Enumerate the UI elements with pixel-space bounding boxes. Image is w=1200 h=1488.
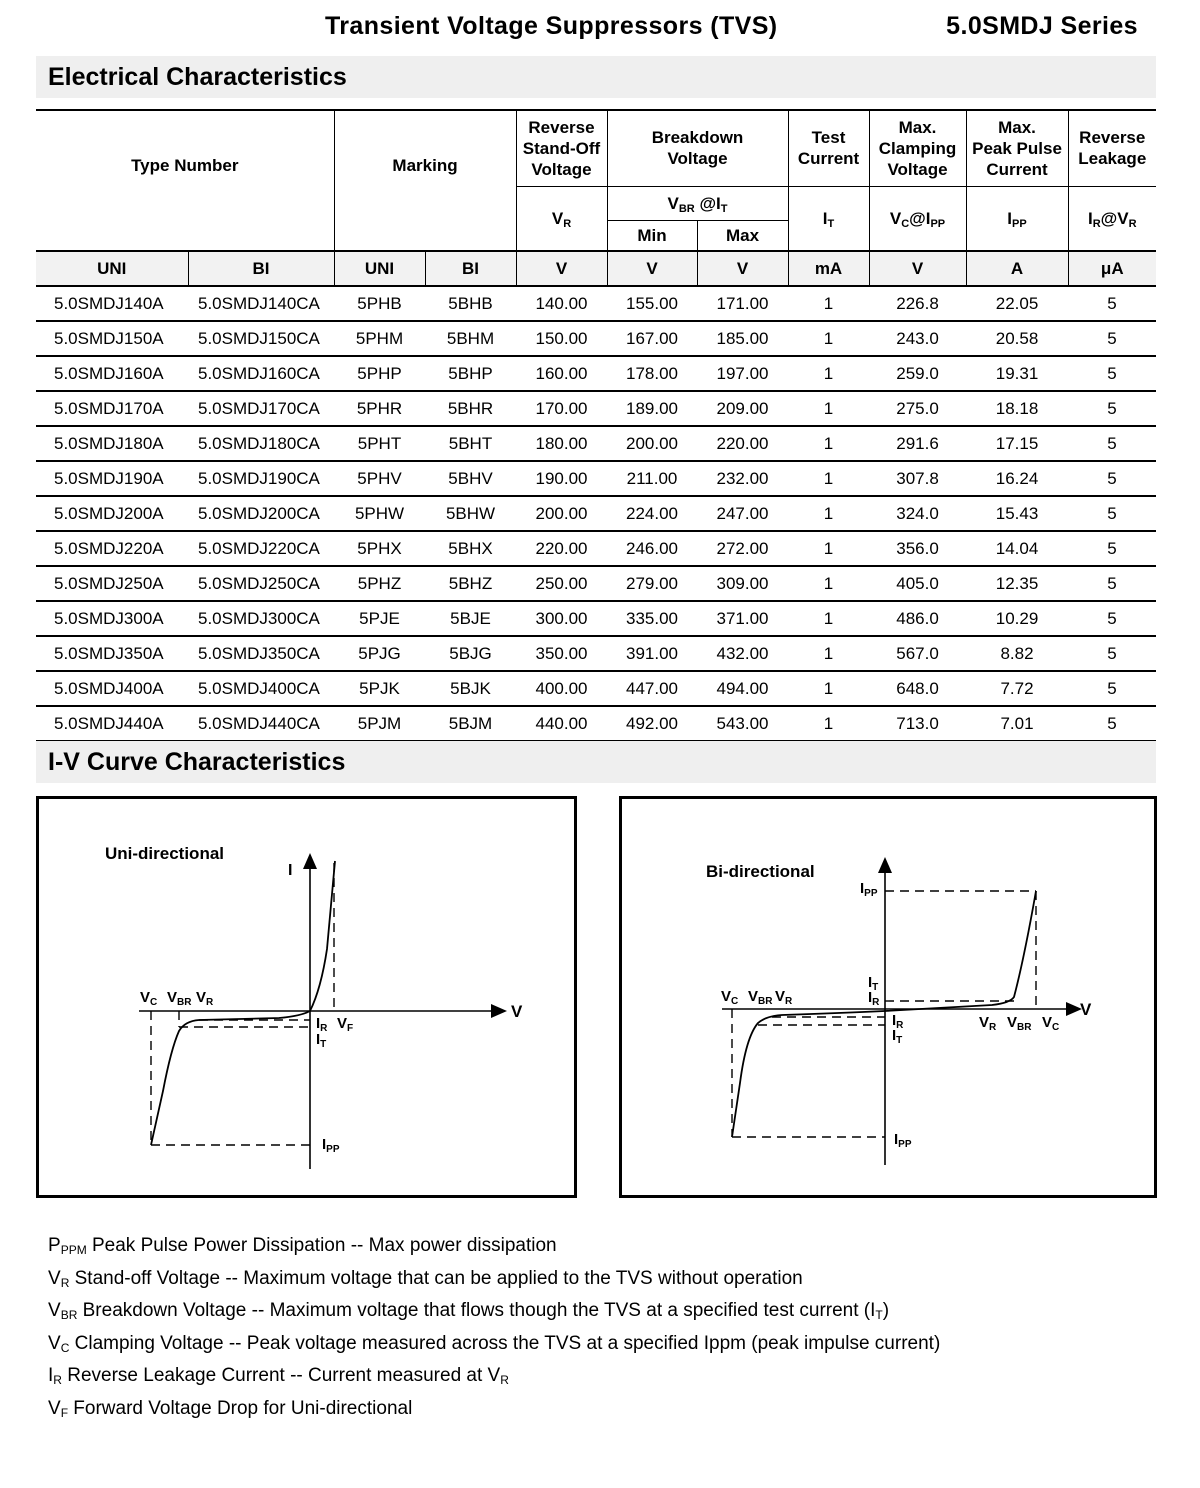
bi-axis-v-label: V	[1080, 1000, 1092, 1019]
table-row	[36, 566, 1156, 601]
table-cell: 160.00	[516, 356, 607, 391]
bi-label-vc-pos: $V_C$	[1042, 1014, 1060, 1033]
table-cell: 190.00	[516, 461, 607, 496]
table-cell: 5	[1068, 461, 1156, 496]
bi-label-vr-pos: $V_R$	[979, 1014, 997, 1033]
table-cell: 1	[788, 321, 869, 356]
table-cell: 5PHW	[334, 496, 425, 531]
legend-sub: BR	[60, 1308, 78, 1322]
bi-label-vbr: $V_{BR}$	[748, 988, 773, 1007]
section-iv-title: I-V Curve Characteristics	[48, 748, 346, 776]
unit-cell: BI	[188, 251, 334, 286]
unit-cell: mA	[788, 251, 869, 286]
legend-item	[48, 1295, 940, 1328]
legend-tail: I	[870, 1300, 876, 1321]
table-cell: 5	[1068, 496, 1156, 531]
unit-cell: A	[966, 251, 1068, 286]
header-ipp-symbol: $I_{PP}$	[966, 186, 1068, 251]
uni-i-arrow	[303, 853, 317, 869]
bi-label-ir-bottom: $I_R$	[892, 1012, 904, 1031]
table-cell: 648.0	[869, 671, 966, 706]
table-cell: 250.00	[516, 566, 607, 601]
section-iv	[36, 741, 1156, 783]
table-cell: 5BHR	[425, 391, 516, 426]
legend-sym: V	[48, 1397, 61, 1419]
bi-label-ir-top: $I_R$	[868, 989, 880, 1008]
table-cell: 335.00	[607, 601, 697, 636]
legend-text: Clamping Voltage -- Peak voltage measured across the TVS at a specified Ippm (peak impulse current)	[69, 1332, 941, 1354]
header-marking: Marking	[334, 110, 516, 220]
iv-bi-directional-diagram	[619, 796, 1157, 1198]
legend-item	[48, 1230, 940, 1263]
table-cell: 5PJE	[334, 601, 425, 636]
document-title: Transient Voltage Suppressors (TVS)	[325, 12, 778, 40]
header-max: Max	[697, 220, 788, 251]
table-cell: 226.8	[869, 286, 966, 321]
header-spacer-marking	[334, 220, 516, 251]
table-cell: 259.0	[869, 356, 966, 391]
iv-uni-directional-diagram	[36, 796, 577, 1198]
table-cell: 5	[1068, 286, 1156, 321]
table-cell: 350.00	[516, 636, 607, 671]
table-cell: 197.00	[697, 356, 788, 391]
header-ir-symbol: $I_R@V_R$	[1068, 186, 1156, 251]
table-cell: 300.00	[516, 601, 607, 636]
unit-cell: V	[607, 251, 697, 286]
table-cell: 1	[788, 566, 869, 601]
header-vr-symbol: $V_R$	[516, 186, 607, 251]
legend-tail: V	[487, 1365, 501, 1386]
legend-sub: R	[53, 1373, 62, 1387]
bi-label-vr: $V_R$	[775, 988, 793, 1007]
table-cell: 155.00	[607, 286, 697, 321]
page-header	[0, 8, 1200, 48]
legend-sub: R	[60, 1275, 70, 1290]
table-cell: 567.0	[869, 636, 966, 671]
table-cell: 247.00	[697, 496, 788, 531]
table-cell: 5BJG	[425, 636, 516, 671]
table-cell: 5BHT	[425, 426, 516, 461]
table-cell: 5BJE	[425, 601, 516, 636]
table-row	[36, 601, 1156, 636]
section-electrical	[36, 56, 1156, 98]
symbol-legend	[48, 1230, 940, 1425]
table-cell: 12.35	[966, 566, 1068, 601]
header-reverse-standoff: Reverse Stand-Off Voltage	[516, 110, 607, 186]
legend-item	[48, 1393, 940, 1426]
table-cell: 5PJG	[334, 636, 425, 671]
legend-item	[48, 1263, 940, 1296]
table-cell: 5PHP	[334, 356, 425, 391]
uni-label-vc: $V_C$	[140, 989, 158, 1008]
unit-cell: V	[697, 251, 788, 286]
table-cell: 5.0SMDJ160CA	[188, 356, 334, 391]
table-cell: 1	[788, 706, 869, 741]
table-cell: 5BHM	[425, 321, 516, 356]
table-cell: 5BHV	[425, 461, 516, 496]
table-cell: 5.0SMDJ400CA	[188, 671, 334, 706]
electrical-characteristics-table	[36, 109, 1156, 742]
table-cell: 5.0SMDJ350CA	[188, 636, 334, 671]
table-row	[36, 496, 1156, 531]
table-cell: 1	[788, 496, 869, 531]
table-cell: 5PJM	[334, 706, 425, 741]
table-cell: 1	[788, 601, 869, 636]
header-spacer-type	[36, 220, 334, 251]
table-cell: 5BHX	[425, 531, 516, 566]
bi-title: Bi-directional	[706, 862, 815, 881]
table-cell: 432.00	[697, 636, 788, 671]
table-cell: 22.05	[966, 286, 1068, 321]
table-cell: 5.0SMDJ250CA	[188, 566, 334, 601]
table-cell: 1	[788, 461, 869, 496]
table-cell: 5.0SMDJ200CA	[188, 496, 334, 531]
legend-text: Peak Pulse Power Dissipation -- Max power dissipation	[86, 1235, 557, 1256]
table-cell: 5BJK	[425, 671, 516, 706]
legend-sym: V	[48, 1332, 61, 1354]
table-cell: 5.0SMDJ440CA	[188, 706, 334, 741]
table-cell: 5	[1068, 426, 1156, 461]
table-cell: 5.0SMDJ300A	[36, 601, 188, 636]
table-cell: 391.00	[607, 636, 697, 671]
table-cell: 5.0SMDJ190A	[36, 461, 188, 496]
uni-label-vf: $V_F$	[337, 1015, 354, 1034]
table-row	[36, 321, 1156, 356]
unit-cell: V	[516, 251, 607, 286]
header-type-number: Type Number	[36, 110, 334, 220]
unit-cell: UNI	[334, 251, 425, 286]
table-cell: 224.00	[607, 496, 697, 531]
uni-label-ipp: $I_{PP}$	[322, 1136, 340, 1155]
bi-label-vbr-pos: $V_{BR}$	[1007, 1014, 1032, 1033]
table-cell: 1	[788, 636, 869, 671]
table-body	[36, 286, 1156, 741]
table-cell: 5.0SMDJ180CA	[188, 426, 334, 461]
legend-sub: PPM	[60, 1243, 87, 1257]
table-cell: 17.15	[966, 426, 1068, 461]
table-cell: 232.00	[697, 461, 788, 496]
bi-i-arrow	[878, 857, 892, 873]
table-cell: 1	[788, 671, 869, 706]
table-cell: 486.0	[869, 601, 966, 636]
table-cell: 185.00	[697, 321, 788, 356]
table-cell: 307.8	[869, 461, 966, 496]
table-cell: 5BHB	[425, 286, 516, 321]
unit-cell: BI	[425, 251, 516, 286]
legend-tail-sub: T	[875, 1308, 883, 1322]
legend-tail-sub: R	[500, 1373, 509, 1387]
table-cell: 1	[788, 426, 869, 461]
table-cell: 272.00	[697, 531, 788, 566]
table-cell: 5.0SMDJ220A	[36, 531, 188, 566]
table-cell: 5	[1068, 566, 1156, 601]
table-cell: 1	[788, 531, 869, 566]
iv-bi-svg	[622, 799, 1154, 1195]
table-cell: 5	[1068, 636, 1156, 671]
table-cell: 275.0	[869, 391, 966, 426]
table-cell: 494.00	[697, 671, 788, 706]
uni-title: Uni-directional	[105, 844, 225, 863]
table-cell: 371.00	[697, 601, 788, 636]
uni-axis-i-label: I	[288, 862, 293, 879]
table-cell: 220.00	[697, 426, 788, 461]
series-title: 5.0SMDJ Series	[946, 12, 1138, 40]
table-cell: 713.0	[869, 706, 966, 741]
table-cell: 279.00	[607, 566, 697, 601]
table-cell: 440.00	[516, 706, 607, 741]
table-cell: 5	[1068, 706, 1156, 741]
table-cell: 19.31	[966, 356, 1068, 391]
table-cell: 1	[788, 356, 869, 391]
table-cell: 5PHT	[334, 426, 425, 461]
legend-text: Reverse Leakage Current -- Current measured at	[61, 1365, 488, 1386]
table-cell: 220.00	[516, 531, 607, 566]
uni-axis-v-label: V	[511, 1002, 523, 1021]
table-cell: 5.0SMDJ140CA	[188, 286, 334, 321]
table-cell: 20.58	[966, 321, 1068, 356]
header-min: Min	[607, 220, 697, 251]
legend-item	[48, 1328, 940, 1361]
table-cell: 5.0SMDJ160A	[36, 356, 188, 391]
bi-label-ipp-bottom: $I_{PP}$	[894, 1131, 912, 1150]
table-row	[36, 636, 1156, 671]
uni-label-vbr: $V_{BR}$	[167, 989, 192, 1008]
table-cell: 5.0SMDJ140A	[36, 286, 188, 321]
table-cell: 5BJM	[425, 706, 516, 741]
table-cell: 5.0SMDJ220CA	[188, 531, 334, 566]
table-cell: 167.00	[607, 321, 697, 356]
bi-iv-curve	[732, 891, 1036, 1137]
table-cell: 211.00	[607, 461, 697, 496]
table-row	[36, 391, 1156, 426]
table-cell: 209.00	[697, 391, 788, 426]
table-cell: 400.00	[516, 671, 607, 706]
table-cell: 5PHX	[334, 531, 425, 566]
table-cell: 5BHP	[425, 356, 516, 391]
table-cell: 5.0SMDJ180A	[36, 426, 188, 461]
header-breakdown-voltage: Breakdown Voltage	[607, 110, 788, 186]
table-cell: 5.0SMDJ190CA	[188, 461, 334, 496]
bi-label-vc: $V_C$	[721, 988, 739, 1007]
table-cell: 5PJK	[334, 671, 425, 706]
table-cell: 5	[1068, 321, 1156, 356]
table-cell: 14.04	[966, 531, 1068, 566]
table-cell: 5BHZ	[425, 566, 516, 601]
table-cell: 356.0	[869, 531, 966, 566]
table-cell: 5.0SMDJ200A	[36, 496, 188, 531]
legend-item	[48, 1360, 940, 1393]
table-cell: 5BHW	[425, 496, 516, 531]
table-cell: 324.0	[869, 496, 966, 531]
table-row	[36, 461, 1156, 496]
uni-v-arrow	[491, 1004, 507, 1018]
table-cell: 5PHV	[334, 461, 425, 496]
table-cell: 492.00	[607, 706, 697, 741]
table-row	[36, 286, 1156, 321]
uni-label-vr: $V_R$	[196, 989, 214, 1008]
unit-cell: V	[869, 251, 966, 286]
table-cell: 5.0SMDJ170A	[36, 391, 188, 426]
table-cell: 5.0SMDJ300CA	[188, 601, 334, 636]
legend-sym: I	[48, 1365, 54, 1386]
table-cell: 200.00	[607, 426, 697, 461]
table-row	[36, 706, 1156, 741]
table-cell: 18.18	[966, 391, 1068, 426]
legend-sym: V	[48, 1300, 61, 1321]
header-test-current: Test Current	[788, 110, 869, 186]
table-cell: 5PHZ	[334, 566, 425, 601]
uni-label-it: $I_T$	[316, 1031, 327, 1050]
table-cell: 180.00	[516, 426, 607, 461]
table-cell: 140.00	[516, 286, 607, 321]
iv-uni-svg	[39, 799, 574, 1195]
legend-text: Forward Voltage Drop for Uni-directional	[68, 1397, 413, 1419]
legend-sym: P	[48, 1235, 61, 1256]
table-cell: 170.00	[516, 391, 607, 426]
table-cell: 10.29	[966, 601, 1068, 636]
table-cell: 5PHB	[334, 286, 425, 321]
table-cell: 5	[1068, 671, 1156, 706]
table-row	[36, 356, 1156, 391]
legend-text: Stand-off Voltage -- Maximum voltage that can be applied to the TVS without operation	[69, 1267, 803, 1289]
bi-label-it-top: $I_T$	[868, 974, 879, 993]
table-cell: 189.00	[607, 391, 697, 426]
unit-cell: μA	[1068, 251, 1156, 286]
table-cell: 150.00	[516, 321, 607, 356]
table-cell: 243.0	[869, 321, 966, 356]
table-cell: 7.72	[966, 671, 1068, 706]
bi-label-it-bottom: $I_T$	[892, 1027, 903, 1046]
table-row	[36, 671, 1156, 706]
legend-sub: C	[60, 1340, 70, 1355]
table-cell: 1	[788, 391, 869, 426]
header-vc-symbol: $V_C@I_{PP}$	[869, 186, 966, 251]
table-cell: 543.00	[697, 706, 788, 741]
uni-label-ir: $I_R$	[316, 1015, 328, 1034]
table-cell: 5.0SMDJ250A	[36, 566, 188, 601]
table-row	[36, 426, 1156, 461]
table-cell: 5.0SMDJ150CA	[188, 321, 334, 356]
legend-end: )	[882, 1300, 890, 1321]
header-vbr-symbol: $V_{BR}$ $@I_T$	[607, 186, 788, 220]
table-cell: 15.43	[966, 496, 1068, 531]
table-cell: 171.00	[697, 286, 788, 321]
table-cell: 200.00	[516, 496, 607, 531]
table-cell: 5	[1068, 531, 1156, 566]
table-cell: 8.82	[966, 636, 1068, 671]
unit-cell: UNI	[36, 251, 188, 286]
table-cell: 5.0SMDJ170CA	[188, 391, 334, 426]
table-cell: 291.6	[869, 426, 966, 461]
header-it-symbol: $I_T$	[788, 186, 869, 251]
table-cell: 5.0SMDJ440A	[36, 706, 188, 741]
table-cell: 5PHM	[334, 321, 425, 356]
table-cell: 7.01	[966, 706, 1068, 741]
header-peak-pulse-current: Max. Peak Pulse Current	[966, 110, 1068, 186]
table-cell: 447.00	[607, 671, 697, 706]
bi-label-ipp-top: $I_{PP}$	[860, 880, 878, 899]
table-cell: 405.0	[869, 566, 966, 601]
legend-sub: F	[60, 1405, 69, 1420]
table-cell: 5	[1068, 356, 1156, 391]
table-cell: 1	[788, 286, 869, 321]
table-cell: 5	[1068, 601, 1156, 636]
header-clamping-voltage: Max. Clamping Voltage	[869, 110, 966, 186]
table-cell: 178.00	[607, 356, 697, 391]
header-reverse-leakage: Reverse Leakage	[1068, 110, 1156, 186]
units-row	[36, 251, 1156, 286]
legend-text: Breakdown Voltage -- Maximum voltage that flows though the TVS at a specified test current (	[77, 1300, 871, 1321]
section-electrical-title: Electrical Characteristics	[48, 63, 347, 91]
table-cell: 16.24	[966, 461, 1068, 496]
table-cell: 5PHR	[334, 391, 425, 426]
table-cell: 5.0SMDJ150A	[36, 321, 188, 356]
table-cell: 246.00	[607, 531, 697, 566]
legend-sym: V	[48, 1267, 61, 1289]
table-cell: 5.0SMDJ400A	[36, 671, 188, 706]
table-cell: 309.00	[697, 566, 788, 601]
table-cell: 5	[1068, 391, 1156, 426]
table-row	[36, 531, 1156, 566]
table-cell: 5.0SMDJ350A	[36, 636, 188, 671]
